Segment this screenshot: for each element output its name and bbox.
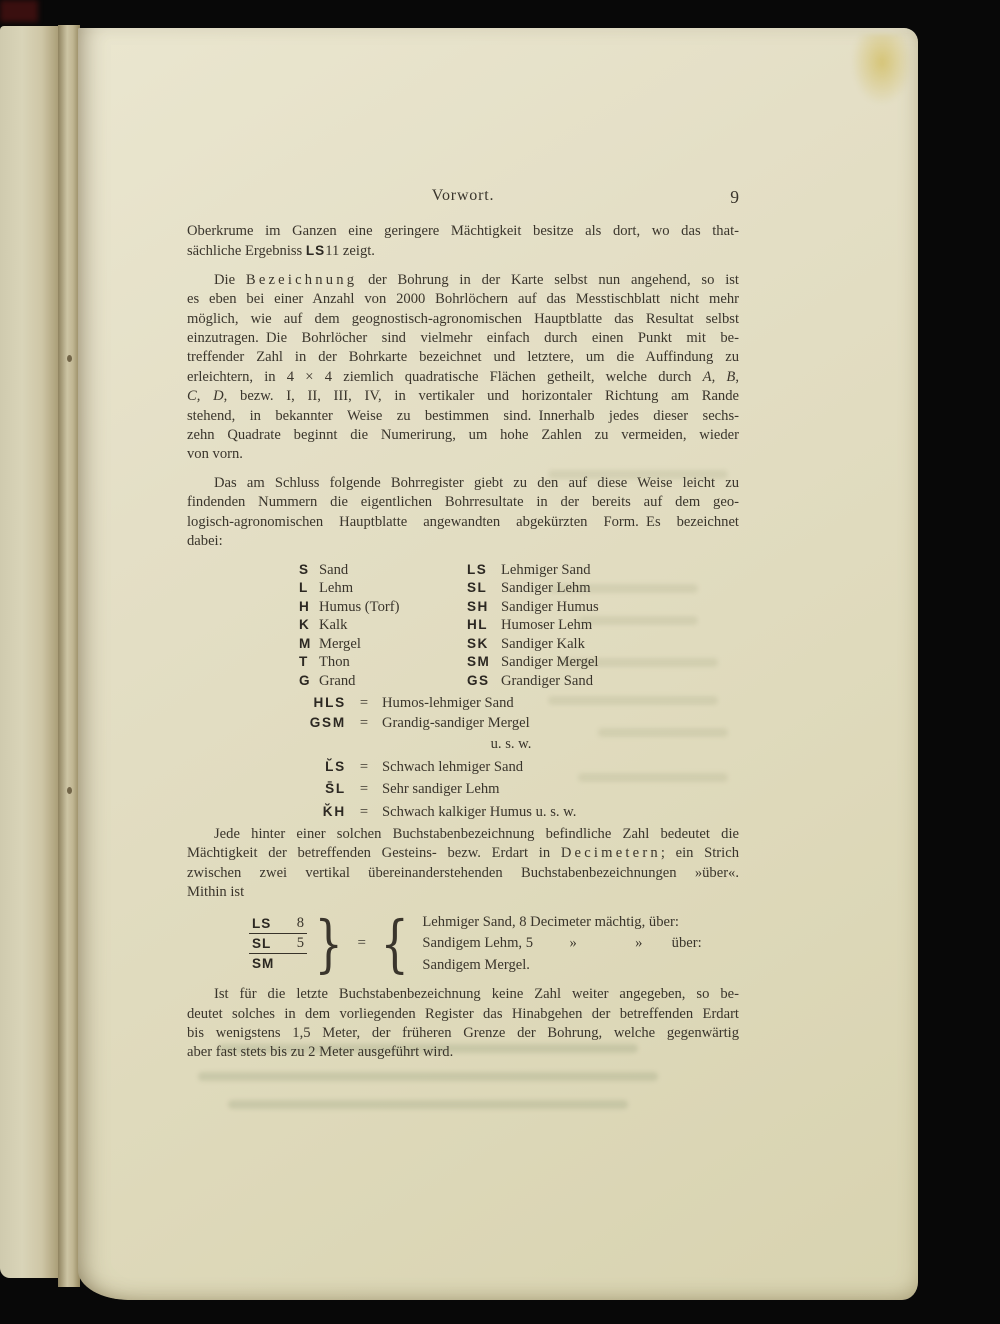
paragraph-line <box>187 407 739 426</box>
text-segment: LS <box>305 243 326 259</box>
compound-term: Grandig-sandiger Mergel <box>382 714 530 731</box>
text-segment: Bezeichnung <box>245 271 358 288</box>
abbreviation-row <box>187 653 739 672</box>
compound-abbreviations <box>187 756 739 824</box>
abbreviation-row <box>187 635 739 654</box>
text-segment: Ist für die letzte Buchstabenbezeichnung keine Zahl weiter angegeben, so be- <box>214 986 739 1003</box>
abbrev-term: Grandiger Sand <box>501 673 593 690</box>
abbrev-letter: GS <box>467 673 490 689</box>
compound-abbreviation-line <box>187 778 739 801</box>
abbreviation-row <box>187 598 739 617</box>
opening-brace: { <box>380 906 409 980</box>
example-explanations <box>422 912 701 977</box>
text-segment: bis wenigstens 1,5 Meter, der früheren Grenze der Bohrung, welche gegenwärtig <box>187 1024 739 1041</box>
abbrev-term: Lehmiger Sand <box>501 561 591 578</box>
stack-abbrev: LS <box>252 916 272 932</box>
stack-entry <box>249 933 307 953</box>
text-segment: A, B <box>702 368 736 385</box>
stack-abbrev: SM <box>252 956 275 972</box>
text-segment: C, D <box>187 388 224 405</box>
equals-sign: = <box>359 714 369 731</box>
text-segment: 11 zeigt. <box>325 243 375 260</box>
text-segment: findenden Nummern die eigentlichen Bohrresultate in der bereits auf dem geo- <box>187 494 739 511</box>
paragraph <box>187 474 739 552</box>
abbrev-letter: G <box>299 673 312 689</box>
paragraph-line <box>187 474 739 493</box>
etcetera-line: u. s. w. <box>490 735 532 752</box>
paragraph-line <box>187 825 739 844</box>
abbreviation-row <box>187 672 739 691</box>
text-segment: stehend, in bekannter Weise zu bestimmen sind. Innerhalb jedes dieser sechs- <box>187 407 739 424</box>
stack-number: 5 <box>296 935 304 952</box>
explanation-line: Lehmiger Sand, 8 Decimeter mächtig, über: <box>422 913 679 930</box>
text-segment: zwischen zwei vertikal übereinanderstehenden Buchstabenbezeichnungen »über«. <box>187 864 739 881</box>
text-segment: Die <box>214 271 246 288</box>
stack-abbrev: SL <box>252 936 272 952</box>
text-segment: deutet solches in dem vorliegenden Register das Hinabgehen der betreffenden Erdart <box>187 1005 739 1022</box>
body-text <box>187 222 739 1063</box>
paragraph-line <box>187 271 739 290</box>
paragraph-line <box>187 985 739 1004</box>
paragraph-line <box>187 290 739 309</box>
abbrev-term: Humoser Lehm <box>501 617 593 634</box>
abbrev-term: Humus (Torf) <box>319 598 400 615</box>
abbrev-term: Sandiger Lehm <box>501 580 591 597</box>
abbrev-letter: SL <box>467 580 488 596</box>
abbrev-term: Grand <box>319 673 356 690</box>
abbrev-term: Sandiger Humus <box>501 598 599 615</box>
compound-abbreviation-line <box>187 693 739 713</box>
paragraph-line <box>187 222 739 241</box>
book-page <box>78 28 918 1300</box>
text-segment: der Bohrung in der Karte selbst nun angehend, so ist <box>357 271 739 288</box>
paragraph-line <box>187 513 739 532</box>
abbrev-letter: HL <box>467 617 489 633</box>
abbrev-letter: S <box>299 561 310 577</box>
paragraph-line <box>187 445 739 464</box>
text-segment: es eben bei einer Anzahl von 2000 Bohrlöchern auf das Messtischblatt nicht mehr <box>187 291 739 308</box>
compound-term: Schwach lehmiger Sand <box>382 758 524 775</box>
compound-abbrev: K̆H <box>322 804 346 820</box>
compound-abbreviation-line <box>187 801 739 824</box>
compound-abbreviations <box>187 693 739 733</box>
compound-term: Sehr sandiger Lehm <box>382 781 500 798</box>
text-segment: , bezw. I, II, III, IV, in vertikaler und horizontaler Richtung am Rande <box>223 388 740 405</box>
equals-sign: = <box>359 694 369 711</box>
paragraph-line <box>187 387 739 406</box>
abbrev-letter: T <box>299 654 309 670</box>
stitch-hole <box>67 787 72 794</box>
abbrev-term: Lehm <box>319 580 354 597</box>
abbrev-letter: LS <box>467 561 488 577</box>
paragraph <box>187 825 739 903</box>
abbrev-term: Kalk <box>319 617 348 634</box>
compound-abbreviation-line <box>187 756 739 779</box>
show-through-smudge <box>228 1100 628 1109</box>
abbrev-letter: SM <box>467 654 491 670</box>
stack-entry <box>249 953 307 973</box>
page-header <box>187 186 739 212</box>
paragraph-line <box>187 426 739 445</box>
abbrev-term: Mergel <box>319 635 361 652</box>
paragraph <box>187 271 739 465</box>
stack-number: 8 <box>296 915 304 932</box>
page-title: Vorwort. <box>431 187 495 204</box>
show-through-smudge <box>198 1072 658 1081</box>
abbreviation-row <box>187 561 739 580</box>
abbreviation-row <box>187 616 739 635</box>
paragraph-line <box>187 883 739 902</box>
abbrev-term: Sand <box>319 561 349 578</box>
paragraph-line <box>187 1024 739 1043</box>
text-segment: aber fast stets bis zu 2 Meter ausgeführt wird. <box>187 1044 454 1061</box>
abbrev-letter: SK <box>467 635 489 651</box>
text-segment: treffender Zahl in der Bohrkarte bezeichnet und letztere, um die Auffindung zu <box>187 349 739 366</box>
abbrev-letter: SH <box>467 598 489 614</box>
compound-abbrev: GSM <box>309 714 346 730</box>
text-column <box>187 186 739 1072</box>
text-segment: Jede hinter einer solchen Buchstabenbezeichnung befindliche Zahl bedeutet die <box>214 826 739 843</box>
abbrev-stack <box>249 914 307 973</box>
abbrev-letter: H <box>299 598 311 614</box>
paragraph-line <box>187 241 739 261</box>
paragraph-line <box>187 1043 739 1062</box>
paragraph <box>187 985 739 1063</box>
abbrev-term: Sandiger Mergel <box>501 654 599 671</box>
abbrev-letter: M <box>299 635 312 651</box>
text-segment: dabei: <box>187 533 223 550</box>
corner-stain <box>852 34 912 104</box>
text-segment: erleichtern, in 4 × 4 ziemlich quadratische Flächen getheilt, welche durch <box>187 368 703 385</box>
text-segment: , <box>735 368 739 385</box>
paragraph-line <box>187 844 739 863</box>
abbreviation-table <box>187 561 739 691</box>
stack-entry <box>249 914 307 933</box>
closing-brace: } <box>314 906 343 980</box>
text-segment: Decimetern <box>560 845 661 862</box>
text-segment: einzutragen. Die Bohrlöcher sind vielmehr einfach durch einen Punkt mit be- <box>187 330 739 347</box>
paragraph-line <box>187 532 739 551</box>
text-segment: zehn Quadrate beginnt die Numerirung, um hohe Zahlen zu vermeiden, wieder <box>187 427 739 444</box>
paragraph-line <box>187 493 739 512</box>
notation-example <box>249 906 739 980</box>
text-segment: Mithin ist <box>187 884 245 901</box>
page-number: 9 <box>730 187 739 207</box>
abbreviation-row <box>187 579 739 598</box>
paragraph-line <box>187 348 739 367</box>
compound-term: Schwach kalkiger Humus u. s. w. <box>382 804 577 821</box>
compound-abbrev: S̄L <box>325 781 346 797</box>
previous-page-edge <box>0 26 58 1278</box>
text-segment: von vorn. <box>187 446 243 463</box>
paragraph-line <box>187 329 739 348</box>
abbrev-term: Thon <box>319 654 350 671</box>
text-segment: Oberkrume im Ganzen eine geringere Mächtigkeit besitze als dort, wo das that- <box>187 223 739 239</box>
abbrev-term: Sandiger Kalk <box>501 635 585 652</box>
stitch-hole <box>67 355 72 362</box>
text-segment: logisch-agronomischen Hauptblatte angewandten abgekürzten Form. Es bezeichnet <box>187 513 739 530</box>
book-spine-smear <box>0 0 38 22</box>
compound-term: Humos-lehmiger Sand <box>382 694 514 711</box>
equals-sign: = <box>359 758 369 775</box>
paragraph-line <box>187 310 739 329</box>
equals-sign: = <box>359 804 369 821</box>
text-segment: Mächtigkeit der betreffenden Gesteins- bezw. Erdart in <box>187 845 561 862</box>
text-segment: ; ein Strich <box>660 845 739 862</box>
compound-abbrev: HLS <box>313 694 346 710</box>
paragraph-line <box>187 368 739 387</box>
explanation-line: Sandigem Mergel. <box>422 956 530 973</box>
text-segment: sächliche Ergebniss <box>187 243 306 260</box>
explanation-line: Sandigem Lehm, 5 » » über: <box>422 935 702 952</box>
text-segment: möglich, wie auf dem geognostisch-agronomischen Hauptblatte das Resultat selbst <box>187 310 739 327</box>
abbrev-letter: K <box>299 617 311 633</box>
equals-sign: = <box>359 781 369 798</box>
abbrev-letter: L <box>299 580 309 596</box>
compound-abbrev: L̆S <box>325 758 346 774</box>
paragraph <box>187 222 739 262</box>
paragraph-line <box>187 864 739 883</box>
paragraph-line <box>187 1005 739 1024</box>
text-segment: Das am Schluss folgende Bohrregister giebt zu den auf diese Weise leicht zu <box>214 474 739 491</box>
compound-abbreviation-line <box>187 713 739 733</box>
equals-sign: = <box>357 935 366 952</box>
gutter-fold <box>58 25 80 1287</box>
